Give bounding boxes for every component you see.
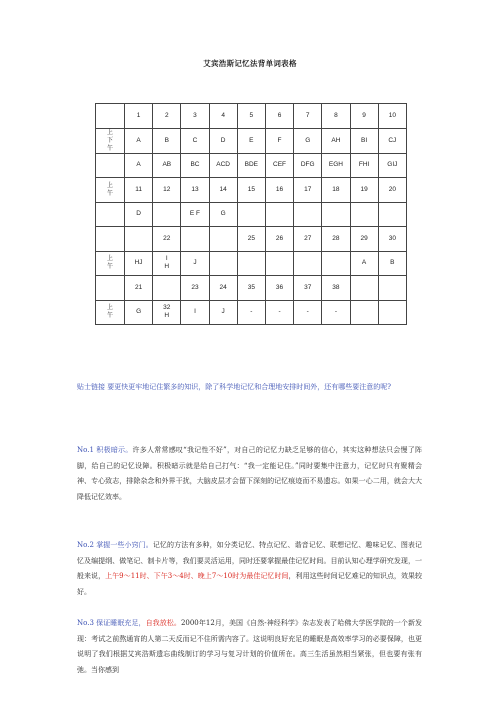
row-header-cell: 上 午 xyxy=(96,178,125,203)
table-cell: A xyxy=(350,251,378,276)
table-cell: 5 xyxy=(237,104,265,129)
table-cell: 23 xyxy=(181,276,209,301)
table-row xyxy=(96,276,407,301)
tip-label: 贴士链接 xyxy=(77,383,105,391)
table-cell: 1 xyxy=(125,104,153,129)
table-cell: 26 xyxy=(265,227,293,252)
table-row xyxy=(96,251,407,276)
table-cell: I xyxy=(181,300,209,325)
page-title: 艾宾浩斯记忆法背单词表格 xyxy=(203,59,297,68)
table-cell: 2 xyxy=(153,104,181,129)
section-1 xyxy=(77,443,422,505)
table-cell xyxy=(265,202,293,227)
table-cell xyxy=(237,202,265,227)
table-cell: CEF xyxy=(265,153,293,178)
table-cell: A xyxy=(125,153,153,178)
table-cell xyxy=(350,276,378,301)
table-cell: DFG xyxy=(294,153,322,178)
table-cell: GIJ xyxy=(378,153,406,178)
table-cell: 8 xyxy=(322,104,350,129)
table-cell xyxy=(378,202,406,227)
table-cell: E xyxy=(237,128,265,153)
table-cell xyxy=(322,202,350,227)
table-cell xyxy=(350,202,378,227)
row-header-cell xyxy=(96,153,125,178)
table-cell: 30 xyxy=(378,227,406,252)
table-cell xyxy=(181,227,209,252)
table-cell xyxy=(294,251,322,276)
table-cell: 11 xyxy=(125,178,153,203)
row-header-cell: 上 午 xyxy=(96,300,125,325)
table-cell: FHI xyxy=(350,153,378,178)
table-cell: 3 xyxy=(181,104,209,129)
table-cell: G xyxy=(294,128,322,153)
table-cell: 29 xyxy=(350,227,378,252)
table-cell: B xyxy=(153,128,181,153)
table-cell: I H xyxy=(153,251,181,276)
table-row xyxy=(96,178,407,203)
table-cell: D xyxy=(125,202,153,227)
table-row xyxy=(96,128,407,153)
table-cell: - xyxy=(237,300,265,325)
table-cell: J xyxy=(181,251,209,276)
row-header-cell: 上 午 xyxy=(96,251,125,276)
table-cell: - xyxy=(322,300,350,325)
table-cell: 4 xyxy=(209,104,237,129)
table-row xyxy=(96,300,407,325)
table-row xyxy=(96,202,407,227)
table-cell: 9 xyxy=(350,104,378,129)
table-cell xyxy=(294,202,322,227)
table-cell: 25 xyxy=(237,227,265,252)
table-cell: 12 xyxy=(153,178,181,203)
table-cell: BI xyxy=(350,128,378,153)
table-cell xyxy=(153,202,181,227)
table-cell: B xyxy=(378,251,406,276)
table-row xyxy=(96,153,407,178)
table-cell: 24 xyxy=(209,276,237,301)
table-cell: 15 xyxy=(237,178,265,203)
table-cell: 10 xyxy=(378,104,406,129)
section-2 xyxy=(77,538,422,600)
section-1-body: 许多人常常感叹“我记性不好”，对自己的记忆力缺乏足够的信心，其实这种想法只会慢了阵脚，给自己的记忆设障。积极暗示就是给自己打气：“我一定能记住。”同时要集中注意力，记忆时只有聚精会神、专心致志，排除杂念和外界干扰，大脑皮层才会留下深刻的记忆痕迹而不易遗忘。如果一心二用，就会大大降低记忆效率。 xyxy=(77,446,423,501)
table-cell: 13 xyxy=(181,178,209,203)
row-header-cell xyxy=(96,202,125,227)
table-cell: BC xyxy=(181,153,209,178)
table-cell xyxy=(322,251,350,276)
table-cell: - xyxy=(265,300,293,325)
table-cell: - xyxy=(294,300,322,325)
row-header-cell xyxy=(96,276,125,301)
table-cell: 35 xyxy=(237,276,265,301)
table-cell xyxy=(209,227,237,252)
table-cell: C xyxy=(181,128,209,153)
table-cell: 37 xyxy=(294,276,322,301)
table-cell: F xyxy=(265,128,293,153)
table-cell xyxy=(125,227,153,252)
table-cell: EGH xyxy=(322,153,350,178)
section-3-body: 2000年12月，美国《自然-神经科学》杂志发表了哈佛大学医学院的一个新发现：考试之前熬通宵的人第二天反而记不住所需内容了。这说明良好充足的睡眠是高效率学习的必要保障，也更说明了我们根据艾宾浩斯遗忘曲线制订的学习与复习计划的价值所在。高三生活虽然相当紧张，但也要有张有弛。当你感到 xyxy=(77,619,423,674)
table-cell: 14 xyxy=(209,178,237,203)
table-cell: J xyxy=(209,300,237,325)
section-2-body-start: 记忆的方法有多种，如分类记忆、特点记忆、谐音记忆、联想记忆、趣味记忆、图表记忆及编提纲、做笔记、制卡片等，我们要灵活运用，同时还要掌握最佳记忆时间。目前认知心理学研究发现，一般来说， xyxy=(77,541,423,580)
section-3-heading: No.3 保证睡眠充足， xyxy=(77,619,146,627)
table-row xyxy=(96,227,407,252)
table-cell: 6 xyxy=(265,104,293,129)
row-header-cell xyxy=(96,104,125,129)
table-cell: AB xyxy=(153,153,181,178)
table-cell xyxy=(350,300,378,325)
section-2-heading: No.2 掌握一些小窍门。 xyxy=(77,541,153,549)
row-header-cell xyxy=(96,227,125,252)
table-cell: G xyxy=(209,202,237,227)
review-schedule-table xyxy=(95,103,407,325)
table-cell: A xyxy=(125,128,153,153)
table-cell: 19 xyxy=(350,178,378,203)
table-cell xyxy=(153,276,181,301)
tip-text: 要更快更牢地记住繁多的知识，除了科学地记忆和合理地安排时间外，还有哪些要注意的呢? xyxy=(107,383,391,391)
table-cell xyxy=(378,300,406,325)
table-cell: 36 xyxy=(265,276,293,301)
table-cell: CJ xyxy=(378,128,406,153)
table-cell: 16 xyxy=(265,178,293,203)
table-cell: 22 xyxy=(153,227,181,252)
row-header-cell: 上 下 午 xyxy=(96,128,125,153)
table-cell: D xyxy=(209,128,237,153)
table-cell xyxy=(237,251,265,276)
table-cell: 27 xyxy=(294,227,322,252)
section-2-body-end: ，利用这些时间记忆难记的知识点，效果较好。 xyxy=(77,572,423,596)
table-cell: AH xyxy=(322,128,350,153)
section-2-highlight: 上午9～11时、下午3～4时、晚上7～10时为最佳记忆时间 xyxy=(105,572,289,580)
table-cell: G xyxy=(125,300,153,325)
table-cell: 32 H xyxy=(153,300,181,325)
table-cell: E F xyxy=(181,202,209,227)
table-cell: ACD xyxy=(209,153,237,178)
table-cell: 21 xyxy=(125,276,153,301)
tip-paragraph xyxy=(77,380,422,396)
section-3-heading2: 自我放松。 xyxy=(145,619,181,627)
table-cell: BDE xyxy=(237,153,265,178)
table-cell: 38 xyxy=(322,276,350,301)
table-cell: HJ xyxy=(125,251,153,276)
table-cell: 28 xyxy=(322,227,350,252)
section-3 xyxy=(77,616,422,678)
table-cell: 18 xyxy=(322,178,350,203)
table-cell: 7 xyxy=(294,104,322,129)
table-cell xyxy=(265,251,293,276)
table-cell: 17 xyxy=(294,178,322,203)
table-row xyxy=(96,104,407,129)
table-cell xyxy=(378,276,406,301)
section-1-heading: No.1 积极暗示。 xyxy=(77,446,133,454)
table-cell: 20 xyxy=(378,178,406,203)
table-cell xyxy=(209,251,237,276)
